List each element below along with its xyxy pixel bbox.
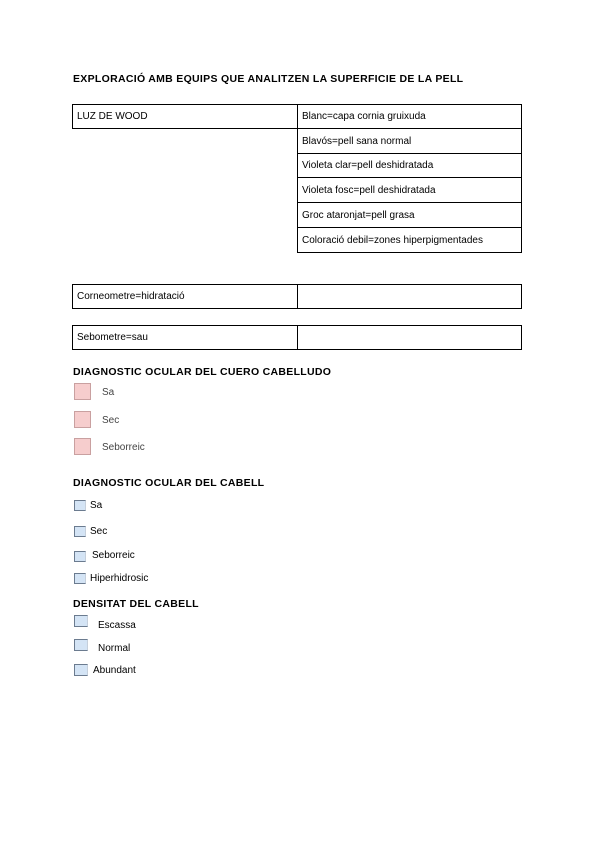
wood-row-4: Violeta fosc=pell deshidratada [297,177,522,203]
density-option-abundant: Abundant [93,665,136,676]
density-option-escassa: Escassa [98,620,136,631]
scalp-option-seborreic: Seborreic [102,442,145,453]
scalp-checkbox-sa[interactable] [74,383,91,400]
hair-checkbox-sa[interactable] [74,500,86,511]
hair-checkbox-seborreic[interactable] [74,551,86,562]
corneometre-label: Corneometre=hidratació [72,284,298,309]
corneometre-value-field[interactable] [297,284,522,309]
scalp-checkbox-sec[interactable] [74,411,91,428]
scalp-heading: DIAGNOSTIC OCULAR DEL CUERO CABELLUDO [73,366,332,378]
hair-checkbox-hiperhidrosic[interactable] [74,573,86,584]
density-checkbox-abundant[interactable] [74,664,88,676]
density-checkbox-normal[interactable] [74,639,88,651]
scalp-option-sa: Sa [102,387,115,398]
wood-row-6: Coloració debil=zones hiperpigmentades [297,227,522,253]
wood-row-5: Groc ataronjat=pell grasa [297,202,522,228]
density-option-normal: Normal [98,643,131,654]
wood-row-3: Violeta clar=pell deshidratada [297,153,522,178]
density-heading: DENSITAT DEL CABELL [73,598,199,610]
sebometre-value-field[interactable] [297,325,522,350]
hair-checkbox-sec[interactable] [74,526,86,537]
wood-row-1: Blanc=capa cornia gruixuda [297,104,522,129]
hair-option-hiperhidrosic: Hiperhidrosic [90,573,149,584]
wood-row-2: Blavós=pell sana normal [297,128,522,154]
scalp-checkbox-seborreic[interactable] [74,438,91,455]
hair-option-seborreic: Seborreic [92,550,135,561]
page-title: EXPLORACIÓ AMB EQUIPS QUE ANALITZEN LA SUPERFICIE DE LA PELL [73,73,464,85]
density-checkbox-escassa[interactable] [74,615,88,627]
hair-option-sa: Sa [90,500,103,511]
wood-lamp-label: LUZ DE WOOD [72,104,298,129]
scalp-option-sec: Sec [102,415,120,426]
sebometre-label: Sebometre=sau [72,325,298,350]
hair-heading: DIAGNOSTIC OCULAR DEL CABELL [73,477,265,489]
hair-option-sec: Sec [90,526,108,537]
